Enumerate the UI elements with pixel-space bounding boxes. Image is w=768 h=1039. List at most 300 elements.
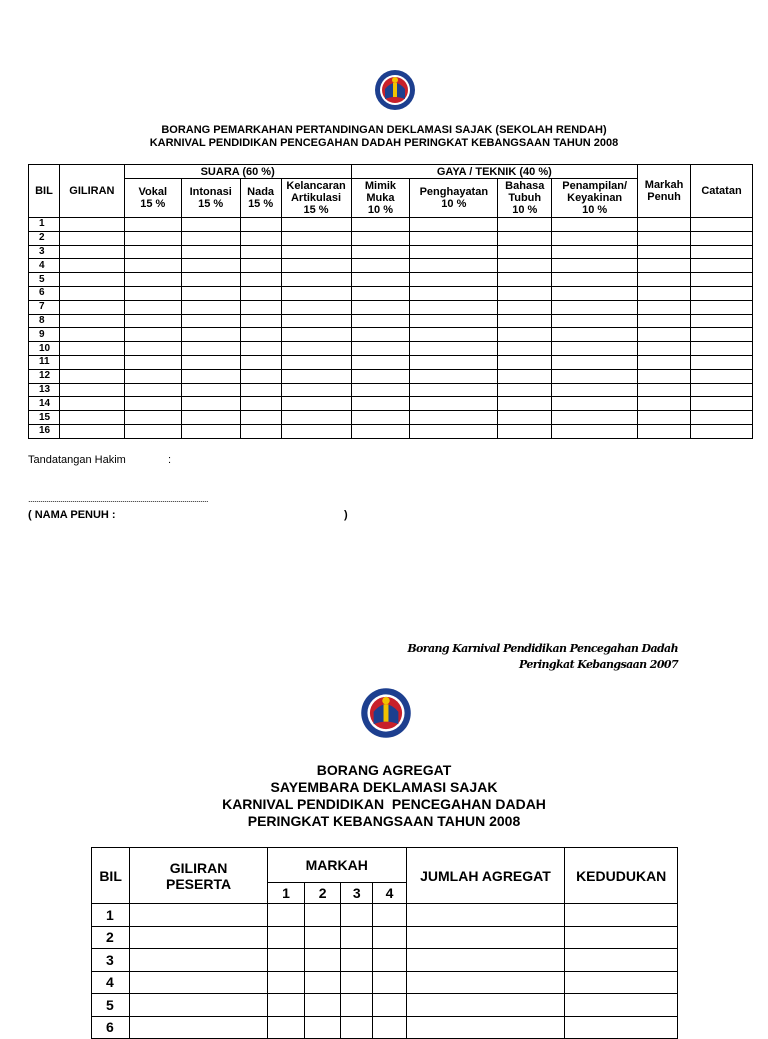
score-cell[interactable] <box>552 397 638 411</box>
row-number: 1 <box>92 904 130 927</box>
score-cell[interactable] <box>281 273 351 287</box>
score-cell[interactable] <box>240 231 281 245</box>
score-cell[interactable] <box>59 286 124 300</box>
score-cell[interactable] <box>124 273 181 287</box>
score-cell[interactable] <box>410 369 498 383</box>
score-cell[interactable] <box>240 245 281 259</box>
score-cell[interactable] <box>305 904 341 927</box>
score-cell[interactable] <box>130 949 268 972</box>
score-cell[interactable] <box>552 314 638 328</box>
score-cell[interactable] <box>351 383 410 397</box>
score-cell[interactable] <box>181 245 240 259</box>
score-cell[interactable] <box>691 286 753 300</box>
score-cell[interactable] <box>552 245 638 259</box>
score-cell[interactable] <box>410 314 498 328</box>
score-cell[interactable] <box>181 286 240 300</box>
score-cell[interactable] <box>638 397 691 411</box>
table-row <box>29 273 753 287</box>
score-cell[interactable] <box>281 259 351 273</box>
score-cell[interactable] <box>638 259 691 273</box>
table-row <box>92 971 678 994</box>
score-cell[interactable] <box>638 369 691 383</box>
nama-close: ) <box>344 509 348 521</box>
score-cell[interactable] <box>351 259 410 273</box>
row-number: 2 <box>92 926 130 949</box>
kelancaran-pct: 15 % <box>303 204 329 216</box>
score-cell[interactable] <box>181 273 240 287</box>
score-cell[interactable] <box>410 273 498 287</box>
score-cell[interactable] <box>281 286 351 300</box>
table-row <box>29 286 753 300</box>
col2-jumlah: JUMLAH AGREGAT <box>406 848 565 904</box>
score-cell[interactable] <box>124 314 181 328</box>
score-cell[interactable] <box>305 926 341 949</box>
score-cell[interactable] <box>691 328 753 342</box>
score-cell[interactable] <box>410 300 498 314</box>
score-cell[interactable] <box>341 994 373 1017</box>
score-cell[interactable] <box>410 397 498 411</box>
score-cell[interactable] <box>691 397 753 411</box>
score-cell[interactable] <box>267 1016 304 1039</box>
table-row <box>29 231 753 245</box>
score-cell[interactable] <box>498 424 552 438</box>
row-number: 7 <box>29 300 60 314</box>
penampilan-label: Penampilan/ <box>562 180 628 192</box>
score-cell[interactable] <box>638 328 691 342</box>
score-cell[interactable] <box>59 218 124 232</box>
score-cell[interactable] <box>638 383 691 397</box>
col-bahasa <box>498 179 552 218</box>
score-cell[interactable] <box>351 369 410 383</box>
score-cell[interactable] <box>552 411 638 425</box>
score-cell[interactable] <box>406 926 565 949</box>
score-cell[interactable] <box>124 397 181 411</box>
row-number: 13 <box>29 383 60 397</box>
score-cell[interactable] <box>181 342 240 356</box>
score-cell[interactable] <box>181 411 240 425</box>
score-cell[interactable] <box>240 355 281 369</box>
score-cell[interactable] <box>406 994 565 1017</box>
score-cell[interactable] <box>305 949 341 972</box>
score-cell[interactable] <box>305 1016 341 1039</box>
score-cell[interactable] <box>351 314 410 328</box>
score-cell[interactable] <box>351 424 410 438</box>
score-cell[interactable] <box>691 259 753 273</box>
score-cell[interactable] <box>267 971 304 994</box>
score-cell[interactable] <box>181 314 240 328</box>
score-cell[interactable] <box>552 369 638 383</box>
table-row <box>29 342 753 356</box>
penghayatan-pct: 10 % <box>441 198 467 210</box>
score-cell[interactable] <box>410 342 498 356</box>
score-cell[interactable] <box>281 245 351 259</box>
score-cell[interactable] <box>406 904 565 927</box>
score-cell[interactable] <box>638 424 691 438</box>
mimik-pct: 10 % <box>367 204 393 216</box>
form2-title-line3: KARNIVAL PENDIDIKAN PENCEGAHAN DADAH <box>222 796 546 812</box>
tubuh-label: Tubuh <box>508 192 542 204</box>
score-cell[interactable] <box>59 369 124 383</box>
nada-pct: 15 % <box>248 198 274 210</box>
score-cell[interactable] <box>373 926 406 949</box>
score-cell[interactable] <box>181 231 240 245</box>
row-number: 4 <box>29 259 60 273</box>
score-cell[interactable] <box>691 314 753 328</box>
form2-title-line1: BORANG AGREGAT <box>316 762 452 778</box>
score-cell[interactable] <box>691 411 753 425</box>
score-cell[interactable] <box>59 314 124 328</box>
vokal-label: Vokal <box>138 186 168 198</box>
score-cell[interactable] <box>341 926 373 949</box>
score-cell[interactable] <box>638 273 691 287</box>
score-cell[interactable] <box>305 971 341 994</box>
col-bil: BIL <box>29 165 60 218</box>
score-cell[interactable] <box>181 369 240 383</box>
score-cell[interactable] <box>281 411 351 425</box>
form2-title-line2: SAYEMBARA DEKLAMASI SAJAK <box>270 779 498 795</box>
score-cell[interactable] <box>691 342 753 356</box>
score-cell[interactable] <box>498 411 552 425</box>
score-cell[interactable] <box>565 926 678 949</box>
row-number: 12 <box>29 369 60 383</box>
row-number: 16 <box>29 424 60 438</box>
score-cell[interactable] <box>410 286 498 300</box>
score-cell[interactable] <box>351 273 410 287</box>
score-cell[interactable] <box>552 300 638 314</box>
col2-m1: 1 <box>267 883 304 904</box>
score-cell[interactable] <box>373 949 406 972</box>
score-cell[interactable] <box>124 328 181 342</box>
score-cell[interactable] <box>373 1016 406 1039</box>
score-cell[interactable] <box>498 300 552 314</box>
score-cell[interactable] <box>59 355 124 369</box>
score-cell[interactable] <box>181 328 240 342</box>
table-row <box>29 411 753 425</box>
score-cell[interactable] <box>281 355 351 369</box>
row-number: 1 <box>29 218 60 232</box>
table-row <box>29 369 753 383</box>
table-row <box>92 1016 678 1039</box>
row-number: 2 <box>29 231 60 245</box>
footer-line2: Peringkat Kebangsaan 2007 <box>518 658 678 671</box>
score-cell[interactable] <box>351 300 410 314</box>
score-cell[interactable] <box>181 424 240 438</box>
score-cell[interactable] <box>691 273 753 287</box>
score-cell[interactable] <box>410 245 498 259</box>
footer-line1: Borang Karnival Pendidikan Pencegahan Dadah <box>407 642 678 655</box>
score-cell[interactable] <box>124 259 181 273</box>
score-cell[interactable] <box>638 218 691 232</box>
score-cell[interactable] <box>498 328 552 342</box>
score-cell[interactable] <box>305 994 341 1017</box>
score-cell[interactable] <box>351 355 410 369</box>
score-cell[interactable] <box>124 383 181 397</box>
full-name-field <box>28 509 368 521</box>
table-row <box>29 355 753 369</box>
score-cell[interactable] <box>240 369 281 383</box>
score-cell[interactable] <box>552 259 638 273</box>
table-row <box>29 314 753 328</box>
score-cell[interactable] <box>124 300 181 314</box>
score-cell[interactable] <box>240 218 281 232</box>
score-cell[interactable] <box>281 397 351 411</box>
score-cell[interactable] <box>124 286 181 300</box>
muka-label: Muka <box>366 192 395 204</box>
table-row <box>29 300 753 314</box>
row-number: 10 <box>29 342 60 356</box>
score-cell[interactable] <box>410 383 498 397</box>
row-number: 14 <box>29 397 60 411</box>
score-cell[interactable] <box>130 994 268 1017</box>
score-cell[interactable] <box>59 411 124 425</box>
score-cell[interactable] <box>130 904 268 927</box>
form2-title <box>0 762 768 830</box>
score-cell[interactable] <box>351 328 410 342</box>
row-number: 8 <box>29 314 60 328</box>
score-cell[interactable] <box>281 231 351 245</box>
score-cell[interactable] <box>240 424 281 438</box>
score-cell[interactable] <box>181 355 240 369</box>
score-cell[interactable] <box>124 218 181 232</box>
signature-line: .......................................................................................... <box>28 494 209 504</box>
score-cell[interactable] <box>281 328 351 342</box>
score-cell[interactable] <box>410 259 498 273</box>
vokal-pct: 15 % <box>140 198 166 210</box>
score-cell[interactable] <box>240 328 281 342</box>
table-row <box>29 259 753 273</box>
score-cell[interactable] <box>498 369 552 383</box>
score-cell[interactable] <box>240 259 281 273</box>
row-number: 9 <box>29 328 60 342</box>
score-cell[interactable] <box>406 949 565 972</box>
score-cell[interactable] <box>181 383 240 397</box>
score-cell[interactable] <box>281 369 351 383</box>
score-cell[interactable] <box>341 949 373 972</box>
score-cell[interactable] <box>406 971 565 994</box>
score-cell[interactable] <box>351 245 410 259</box>
score-cell[interactable] <box>410 328 498 342</box>
score-cell[interactable] <box>410 231 498 245</box>
score-cell[interactable] <box>181 259 240 273</box>
score-cell[interactable] <box>691 424 753 438</box>
score-cell[interactable] <box>498 259 552 273</box>
artikulasi-label: Artikulasi <box>290 192 342 204</box>
score-cell[interactable] <box>691 231 753 245</box>
col-nada <box>240 179 281 218</box>
col2-m2: 2 <box>305 883 341 904</box>
col-kelancaran <box>281 179 351 218</box>
score-cell[interactable] <box>498 231 552 245</box>
score-cell[interactable] <box>281 314 351 328</box>
score-cell[interactable] <box>552 218 638 232</box>
group2-markah: MARKAH <box>267 848 406 883</box>
score-cell[interactable] <box>552 424 638 438</box>
score-cell[interactable] <box>373 994 406 1017</box>
score-cell[interactable] <box>59 424 124 438</box>
row-number: 11 <box>29 355 60 369</box>
row-number: 5 <box>92 994 130 1017</box>
score-cell[interactable] <box>638 300 691 314</box>
table-row <box>29 397 753 411</box>
score-cell[interactable] <box>638 231 691 245</box>
score-cell[interactable] <box>498 286 552 300</box>
penampilan-pct: 10 % <box>582 204 608 216</box>
table-row <box>92 949 678 972</box>
score-cell[interactable] <box>124 424 181 438</box>
score-cell[interactable] <box>59 397 124 411</box>
judge-signature <box>28 454 172 466</box>
score-cell[interactable] <box>638 286 691 300</box>
score-cell[interactable] <box>59 273 124 287</box>
score-cell[interactable] <box>124 411 181 425</box>
score-cell[interactable] <box>130 926 268 949</box>
score-cell[interactable] <box>59 383 124 397</box>
score-cell[interactable] <box>498 245 552 259</box>
score-cell[interactable] <box>638 245 691 259</box>
col-mimik <box>351 179 410 218</box>
keyakinan-label: Keyakinan <box>567 192 623 204</box>
score-cell[interactable] <box>267 949 304 972</box>
score-cell[interactable] <box>565 994 678 1017</box>
score-cell[interactable] <box>341 1016 373 1039</box>
score-cell[interactable] <box>565 971 678 994</box>
group-gaya: GAYA / TEKNIK (40 %) <box>351 165 638 179</box>
score-cell[interactable] <box>498 273 552 287</box>
score-cell[interactable] <box>267 904 304 927</box>
score-cell[interactable] <box>351 342 410 356</box>
col-giliran: GILIRAN <box>59 165 124 218</box>
row-number: 6 <box>92 1016 130 1039</box>
score-cell[interactable] <box>281 383 351 397</box>
score-cell[interactable] <box>59 245 124 259</box>
score-cell[interactable] <box>240 286 281 300</box>
score-cell[interactable] <box>281 424 351 438</box>
score-cell[interactable] <box>351 411 410 425</box>
score-cell[interactable] <box>240 273 281 287</box>
score-cell[interactable] <box>181 300 240 314</box>
score-cell[interactable] <box>59 231 124 245</box>
score-cell[interactable] <box>267 994 304 1017</box>
giliran-label: GILIRAN <box>169 859 228 876</box>
table-row <box>92 904 678 927</box>
intonasi-pct: 15 % <box>198 198 224 210</box>
score-cell[interactable] <box>410 424 498 438</box>
score-cell[interactable] <box>351 218 410 232</box>
score-cell[interactable] <box>59 328 124 342</box>
row-number: 3 <box>29 245 60 259</box>
score-cell[interactable] <box>552 231 638 245</box>
col2-giliran <box>130 848 268 904</box>
score-cell[interactable] <box>59 342 124 356</box>
score-cell[interactable] <box>59 259 124 273</box>
score-cell[interactable] <box>240 342 281 356</box>
score-cell[interactable] <box>240 314 281 328</box>
score-cell[interactable] <box>341 971 373 994</box>
score-cell[interactable] <box>373 904 406 927</box>
col-catatan: Catatan <box>691 165 753 218</box>
score-cell[interactable] <box>240 411 281 425</box>
score-cell[interactable] <box>124 231 181 245</box>
score-cell[interactable] <box>373 971 406 994</box>
score-cell[interactable] <box>552 286 638 300</box>
score-cell[interactable] <box>565 949 678 972</box>
score-cell[interactable] <box>638 314 691 328</box>
score-cell[interactable] <box>406 1016 565 1039</box>
markah-label: Markah <box>644 179 684 191</box>
intonasi-label: Intonasi <box>189 186 232 198</box>
score-cell[interactable] <box>281 218 351 232</box>
score-cell[interactable] <box>552 342 638 356</box>
score-cell[interactable] <box>691 218 753 232</box>
mimik-label: Mimik <box>364 180 397 192</box>
ministry-logo <box>374 69 416 111</box>
score-cell[interactable] <box>691 245 753 259</box>
score-cell[interactable] <box>240 383 281 397</box>
score-cell[interactable] <box>124 355 181 369</box>
score-cell[interactable] <box>130 971 268 994</box>
col2-m4: 4 <box>373 883 406 904</box>
score-cell[interactable] <box>124 245 181 259</box>
score-cell[interactable] <box>552 328 638 342</box>
score-cell[interactable] <box>691 300 753 314</box>
score-cell[interactable] <box>124 369 181 383</box>
score-cell[interactable] <box>181 397 240 411</box>
score-cell[interactable] <box>565 904 678 927</box>
col2-m3: 3 <box>341 883 373 904</box>
col-intonasi <box>181 179 240 218</box>
score-cell[interactable] <box>240 300 281 314</box>
score-cell[interactable] <box>498 314 552 328</box>
score-cell[interactable] <box>240 397 281 411</box>
score-cell[interactable] <box>124 342 181 356</box>
score-cell[interactable] <box>281 300 351 314</box>
score-cell[interactable] <box>638 355 691 369</box>
form1-title-line2: KARNIVAL PENDIDIKAN PENCEGAHAN DADAH PERINGKAT KEBANGSAAN TAHUN 2008 <box>149 137 619 149</box>
nama-label: ( NAMA PENUH : <box>28 509 116 521</box>
score-cell[interactable] <box>341 904 373 927</box>
score-cell[interactable] <box>552 383 638 397</box>
score-cell[interactable] <box>498 355 552 369</box>
score-cell[interactable] <box>552 273 638 287</box>
score-cell[interactable] <box>565 1016 678 1039</box>
score-cell[interactable] <box>181 218 240 232</box>
score-cell[interactable] <box>498 342 552 356</box>
score-cell[interactable] <box>130 1016 268 1039</box>
score-cell[interactable] <box>638 411 691 425</box>
score-cell[interactable] <box>638 342 691 356</box>
score-cell[interactable] <box>410 355 498 369</box>
score-cell[interactable] <box>498 218 552 232</box>
score-cell[interactable] <box>351 286 410 300</box>
score-cell[interactable] <box>691 355 753 369</box>
score-cell[interactable] <box>267 926 304 949</box>
score-cell[interactable] <box>410 218 498 232</box>
score-cell[interactable] <box>281 342 351 356</box>
score-cell[interactable] <box>498 383 552 397</box>
col-penampilan <box>552 179 638 218</box>
score-cell[interactable] <box>410 411 498 425</box>
score-cell[interactable] <box>351 231 410 245</box>
row-number: 3 <box>92 949 130 972</box>
form1-title-line1: BORANG PEMARKAHAN PERTANDINGAN DEKLAMASI SAJAK (SEKOLAH RENDAH) <box>161 124 607 136</box>
col-markah-penuh <box>638 165 691 218</box>
score-cell[interactable] <box>59 300 124 314</box>
score-cell[interactable] <box>691 369 753 383</box>
score-cell[interactable] <box>691 383 753 397</box>
score-cell[interactable] <box>552 355 638 369</box>
score-cell[interactable] <box>351 397 410 411</box>
score-cell[interactable] <box>498 397 552 411</box>
